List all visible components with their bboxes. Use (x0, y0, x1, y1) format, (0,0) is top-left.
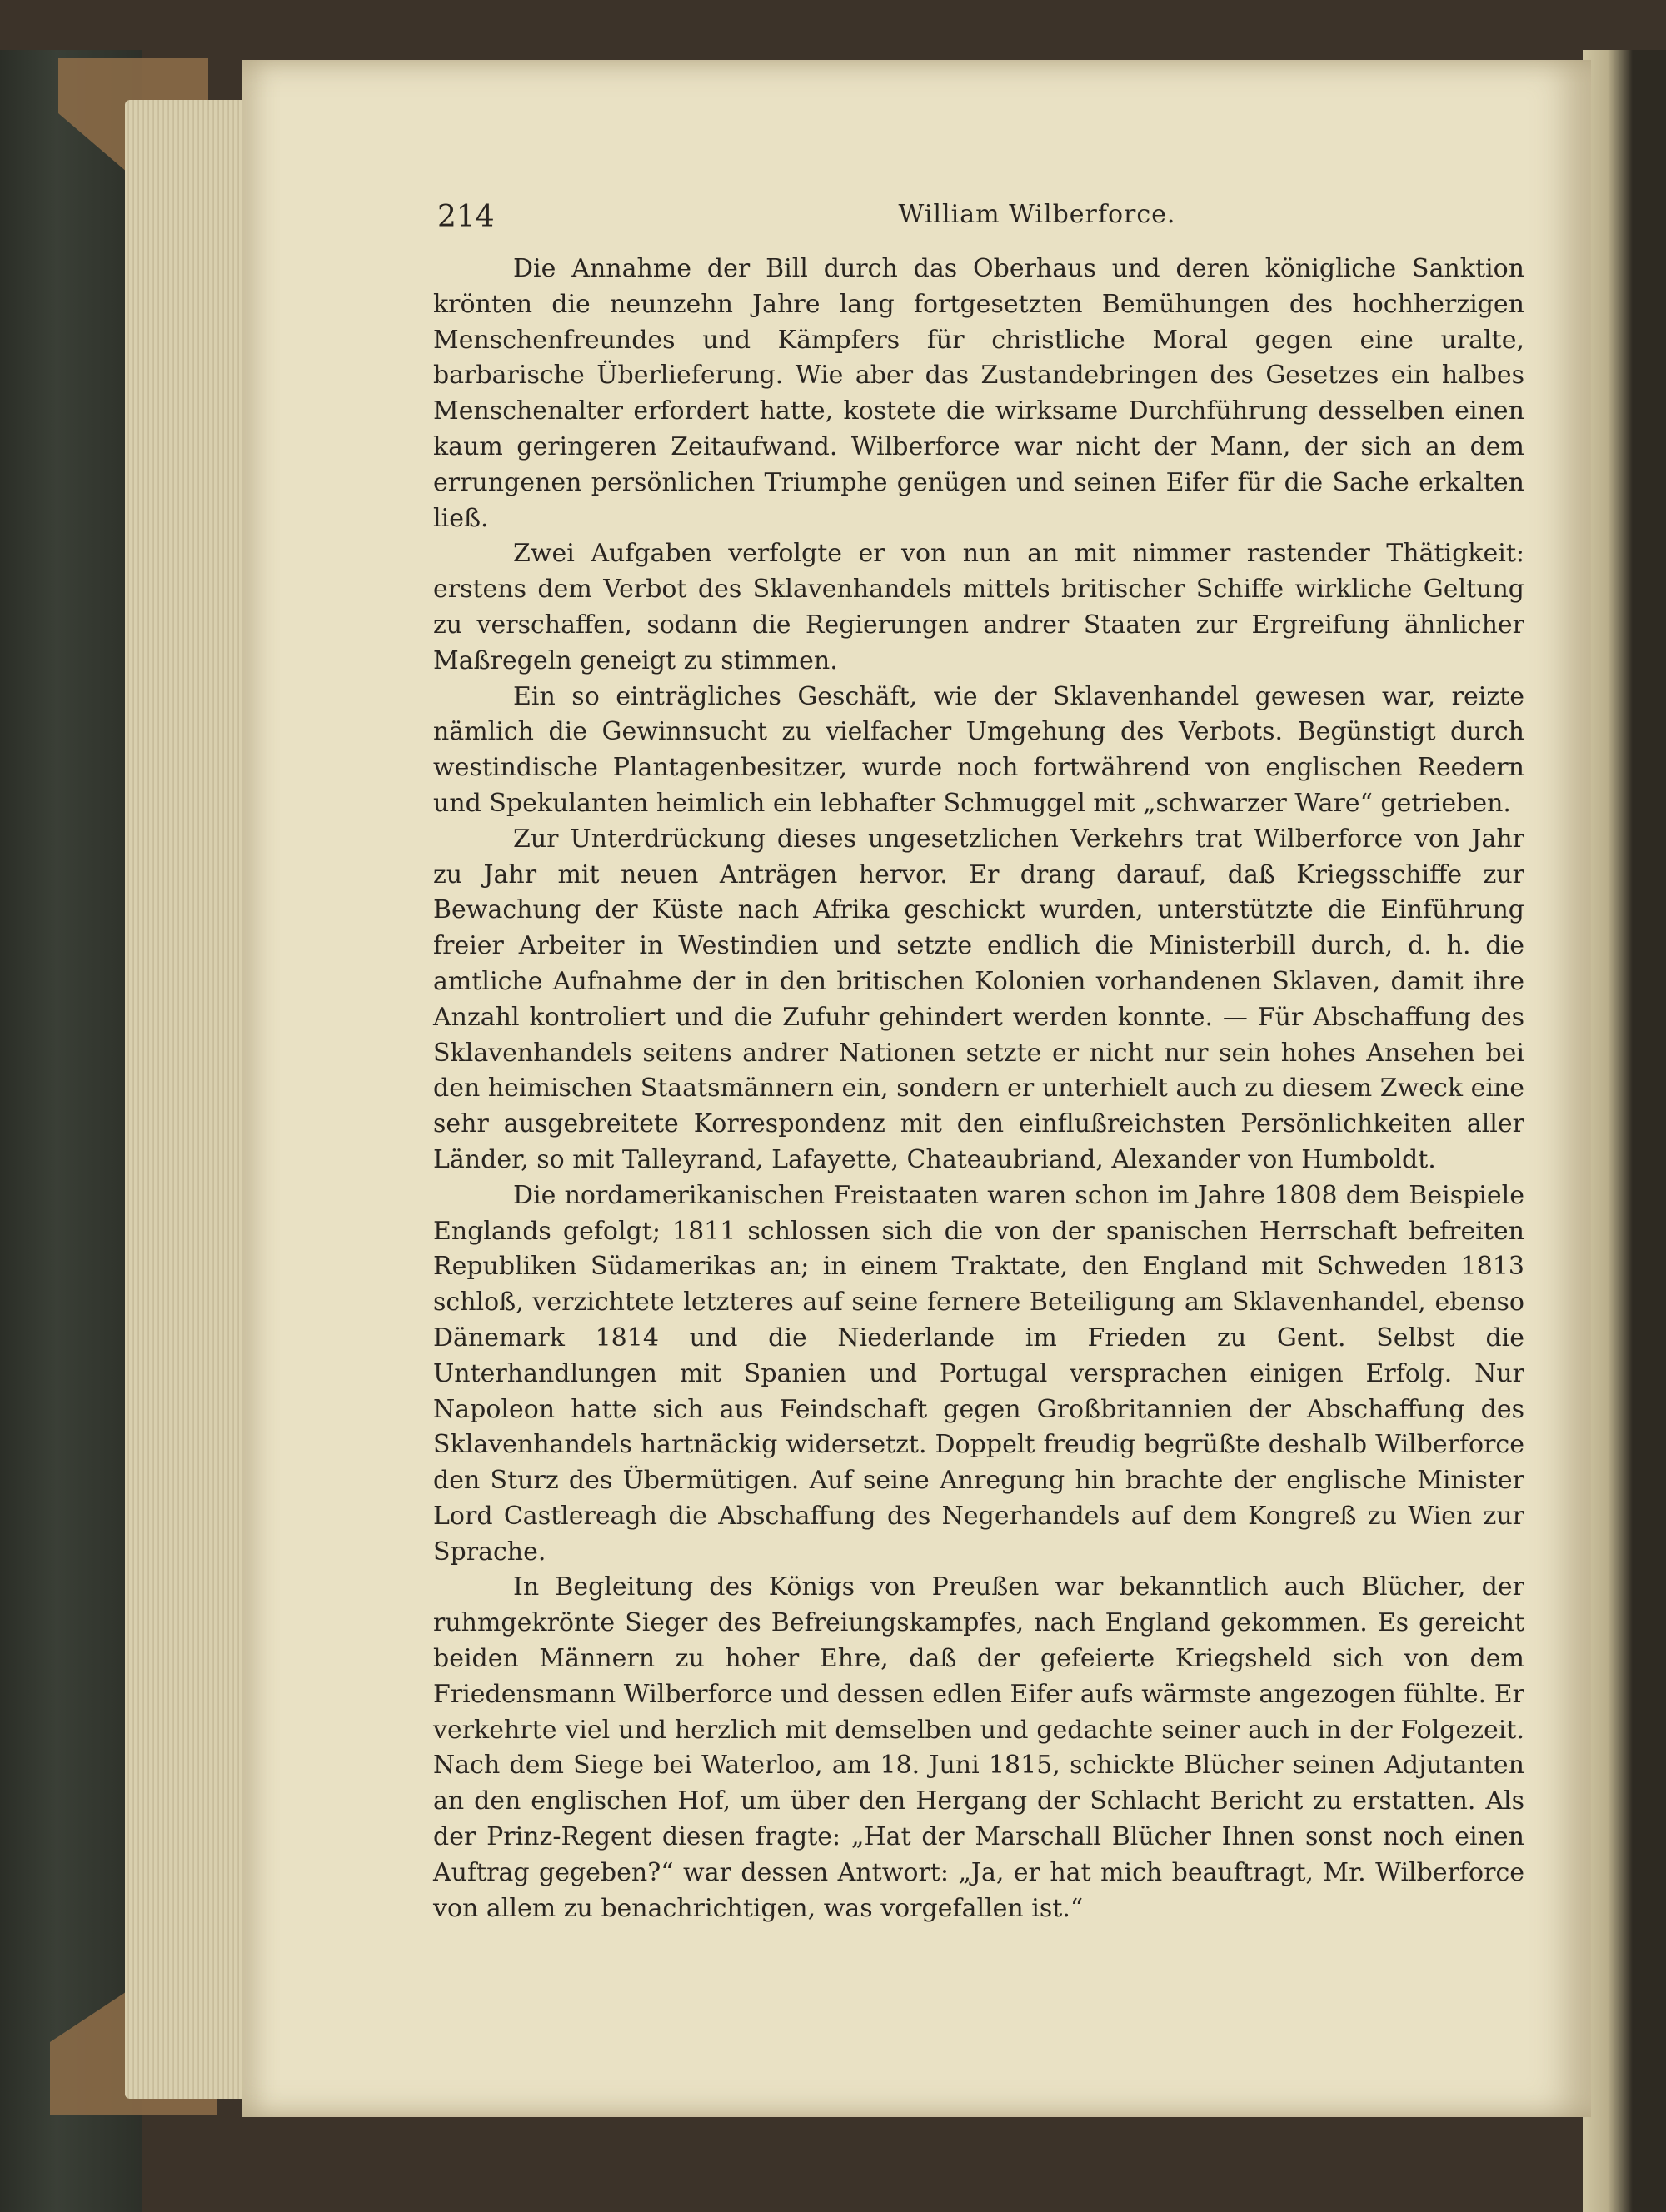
book-cover-left (0, 50, 142, 2212)
page-number: 214 (437, 200, 495, 234)
page-edges (125, 100, 250, 2099)
paragraph: Die nordamerikanischen Freistaaten waren schon im Jahre 1808 dem Beispiele Englands gefolgt; 1811 schlossen sich die von der spanischen Herrschaft befreiten Republiken Südamerikas an; in einem Traktate, den England mit Schweden 1813 schloß, verzichtete letzteres auf seine fernere Beteiligung am Sklavenhandel, ebenso Dänemark 1814 und die Niederlande im Frieden zu Gent. Selbst die Unterhandlungen mit Spanien und Portugal versprachen einigen Erfolg. Nur Napoleon hatte sich aus Feindschaft gegen Großbritannien der Abschaffung des Sklavenhandels hartnäckig widersetzt. Doppelt freudig begrüßte deshalb Wilberforce den Sturz des Übermütigen. Auf seine Anregung hin brachte der englische Minister Lord Castlereagh die Abschaffung des Negerhandels auf dem Kongreß zu Wien zur Sprache. (433, 1180, 1524, 1567)
paragraph: Ein so einträgliches Geschäft, wie der Sklavenhandel gewesen war, reizte nämlich die Gewinnsucht zu vielfacher Umgehung des Verbots. Begünstigt durch westindische Plantagenbesitzer, wurde noch fortwährend von englischen Reedern und Spekulanten heimlich ein lebhafter Schmuggel mit „schwarzer Ware“ getrieben. (433, 681, 1524, 818)
page-text (433, 252, 1524, 1926)
paragraph: In Begleitung des Königs von Preußen war bekanntlich auch Blücher, der ruhmgekrönte Sieger des Befreiungskampfes, nach England gekommen. Es gereicht beiden Männern zu hoher Ehre, daß der gefeierte Kriegsheld sich von dem Friedensmann Wilberforce und dessen edlen Eifer aufs wärmste angezogen fühlte. Er verkehrte viel und herzlich mit demselben und gedachte seiner auch in der Folgezeit. Nach dem Siege bei Waterloo, am 18. Juni 1815, schickte Blücher seinen Adjutanten an den englischen Hof, um über den Hergang der Schlacht Bericht zu erstatten. Als der Prinz-Regent diesen fragte: „Hat der Marschall Blücher Ihnen sonst noch einen Auftrag gegeben?“ war dessen Antwort: „Ja, er hat mich beauftragt, Mr. Wilberforce von allem zu benachrichtigen, was vorgefallen ist.“ (433, 1572, 1524, 1923)
paragraph: Die Annahme der Bill durch das Oberhaus und deren königliche Sanktion krönten die neunzehn Jahre lang fortgesetzten Bemühungen des hochherzigen Menschenfreundes und Kämpfers für christliche Moral gegen eine uralte, barbarische Überlieferung. Wie aber das Zustandebringen des Gesetzes ein halbes Menschenalter erfordert hatte, kostete die wirksame Durchführung desselben einen kaum geringeren Zeitaufwand. Wilberforce war nicht der Mann, der sich an dem errungenen persönlichen Triumphe genügen und seinen Eifer für die Sache erkalten ließ. (433, 254, 1524, 533)
paragraph: Zur Unterdrückung dieses ungesetzlichen Verkehrs trat Wilberforce von Jahr zu Jahr mit neuen Anträgen hervor. Er drang darauf, daß Kriegsschiffe zur Bewachung der Küste nach Afrika geschickt wurden, unterstützte die Einführung freier Arbeiter in Westindien und setzte endlich die Ministerbill durch, d. h. die amtliche Aufnahme der in den britischen Kolonien vorhandenen Sklaven, damit ihre Anzahl kontroliert und die Zufuhr gehindert werden konnte. — Für Abschaffung des Sklavenhandels seitens andrer Nationen setzte er nicht nur sein hohes Ansehen bei den heimischen Staatsmännern ein, sondern er unterhielt auch zu diesem Zweck eine sehr ausgebreitete Korrespondenz mit den einflußreichsten Persönlichkeiten aller Länder, so mit Talleyrand, Lafayette, Chateaubriand, Alexander von Humboldt. (433, 824, 1524, 1174)
facing-page-edge (1583, 50, 1666, 2212)
running-head: William Wilberforce. (898, 200, 1176, 229)
paragraph: Zwei Aufgaben verfolgte er von nun an mit nimmer rastender Thätigkeit: erstens dem Verbot des Sklavenhandels mittels britischer Schiffe wirkliche Geltung zu verschaffen, sodann die Regierungen andrer Staaten zur Ergreifung ähnlicher Maßregeln geneigt zu stimmen. (433, 539, 1524, 675)
book-page (242, 60, 1591, 2117)
